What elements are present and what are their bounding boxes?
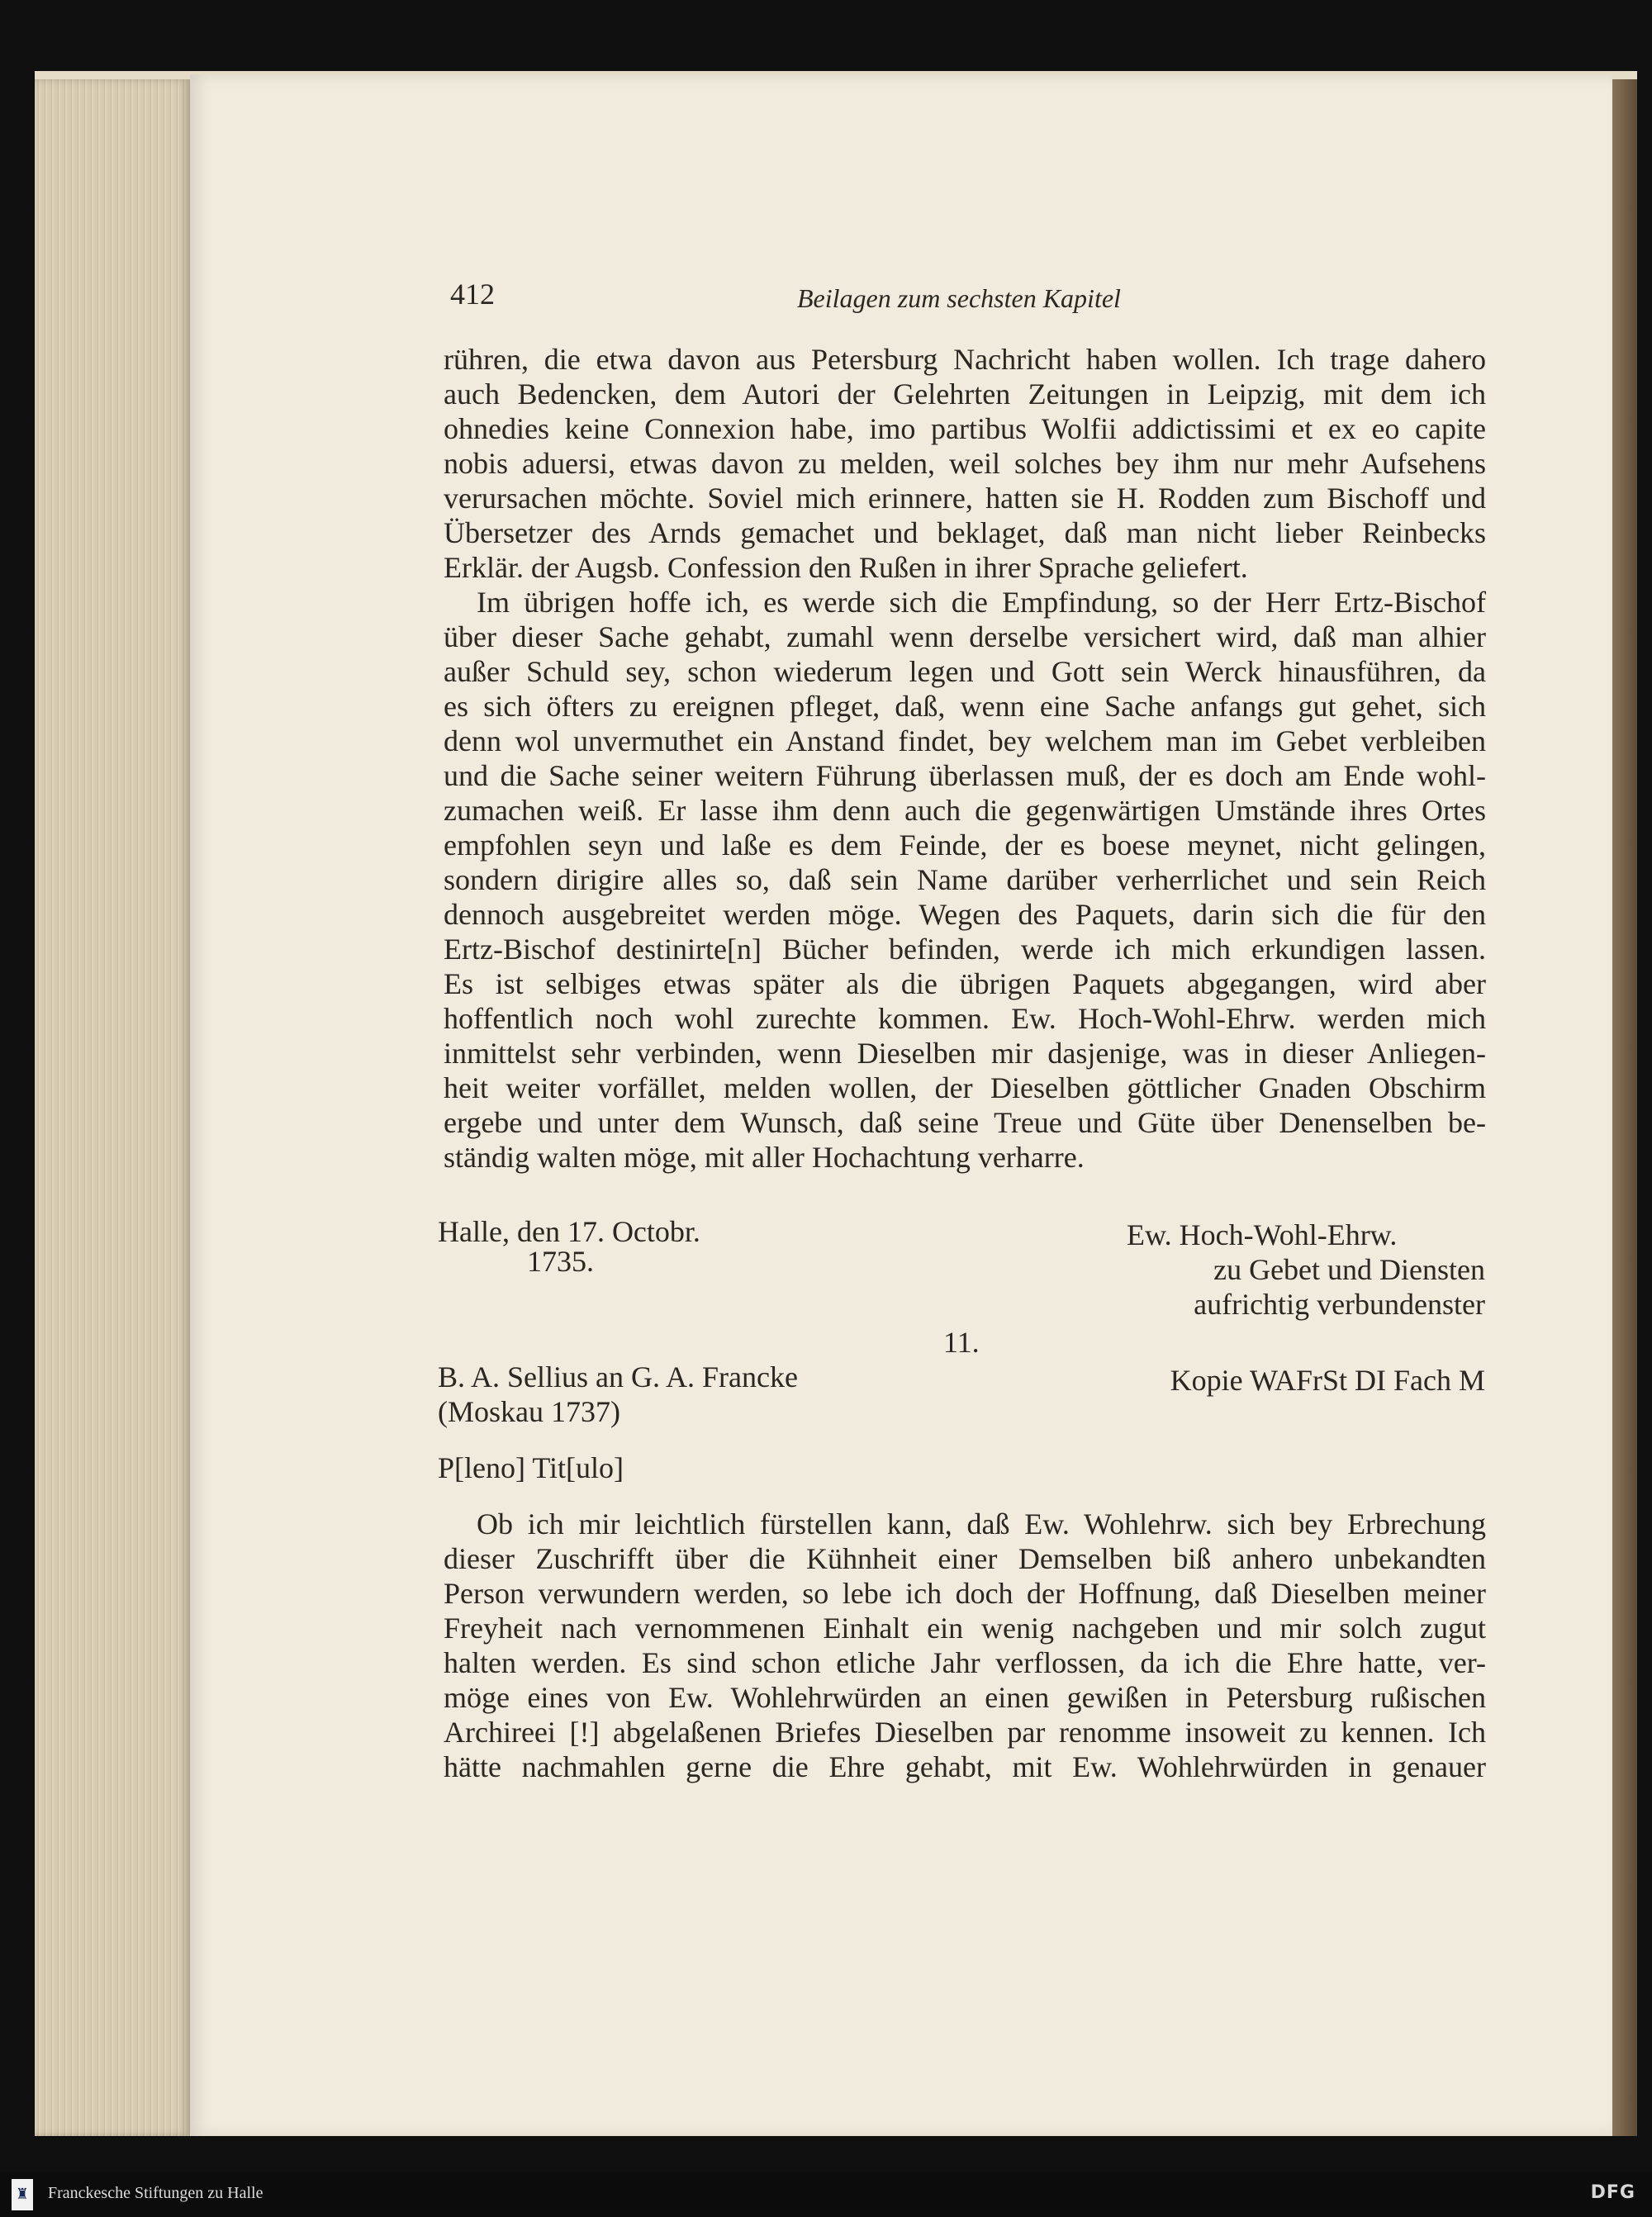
funder-logo: DFG xyxy=(1590,2182,1635,2203)
text-line: es sich öfters zu ereignen pfleget, daß, wenn eine Sache anfangs gut gehet, sich xyxy=(444,690,1486,723)
text-line: Im übrigen hoffe ich, es werde sich die Empfindung, so der Herr Ertz-Bischof xyxy=(477,586,1486,619)
text-line: Es ist selbiges etwas später als die übrigen Paquets abgegangen, wird aber xyxy=(444,967,1486,1000)
text-line: hoffentlich noch wohl zurechte kommen. Ew. Hoch-Wohl-Ehrw. werden mich xyxy=(444,1002,1486,1035)
text-line: und die Sache seiner weitern Führung überlassen muß, der es doch am Ende wohl- xyxy=(444,759,1486,792)
text-line: Ertz-Bischof destinirte[n] Bücher befinden, werde ich mich erkundigen lassen. xyxy=(444,933,1486,966)
letter-address: P[leno] Tit[ulo] xyxy=(438,1451,624,1484)
book-spine xyxy=(1612,79,1637,2136)
paragraph-2 xyxy=(444,585,1486,1175)
running-title: Beilagen zum sechsten Kapitel xyxy=(797,283,1121,313)
text-line: Person verwundern werden, so lebe ich doch der Hoffnung, daß Dieselben meiner xyxy=(444,1577,1486,1610)
viewer-footer-bar xyxy=(0,2172,1652,2217)
text-line: rühren, die etwa davon aus Petersburg Nachricht haben wollen. Ich trage dahero xyxy=(444,343,1486,376)
text-line: inmittelst sehr verbinden, wenn Dieselben mir dasjenige, was in dieser Anliegen- xyxy=(444,1037,1486,1070)
text-line: nobis aduersi, etwas davon zu melden, weil solches bey ihm nur mehr Aufsehens xyxy=(444,447,1486,480)
page-edges xyxy=(35,79,190,2136)
document-number: 11. xyxy=(943,1326,980,1359)
institution-name: Franckesche Stiftungen zu Halle xyxy=(48,2184,263,2202)
text-line: Ob ich mir leichtlich fürstellen kann, daß Ew. Wohlehrw. sich bey Erbrechung xyxy=(477,1507,1486,1541)
text-line: hätte nachmahlen gerne die Ehre gehabt, mit Ew. Wohlehrwürden in genauer xyxy=(444,1750,1486,1783)
closing-salutation: Ew. Hoch-Wohl-Ehrw. xyxy=(1127,1218,1398,1251)
closing-place-date: Halle, den 17. Octobr. xyxy=(438,1215,700,1248)
text-line: Freyheit nach vernommenen Einhalt ein wenig nachgeben und mir solch zugut xyxy=(444,1612,1486,1645)
text-line: ergebe und unter dem Wunsch, daß seine Treue und Güte über Denenselben be- xyxy=(444,1106,1486,1139)
text-line: auch Bedencken, dem Autori der Gelehrten Zeitungen in Leipzig, mit dem ich xyxy=(444,377,1486,411)
text-line: denn wol unvermuthet ein Anstand findet, bey welchem man im Gebet verbleiben xyxy=(444,724,1486,757)
text-line: heit weiter vorfället, melden wollen, der Dieselben göttlicher Gnaden Obschirm xyxy=(444,1071,1486,1104)
text-line: sondern dirigire alles so, daß sein Name darüber verherrlichet und sein Reich xyxy=(444,863,1486,896)
text-line: dennoch ausgebreitet werden möge. Wegen des Paquets, darin sich die für den xyxy=(444,898,1486,931)
paragraph-3 xyxy=(444,1507,1486,1784)
text-line: Erklär. der Augsb. Confession den Rußen in ihrer Sprache geliefert. xyxy=(444,551,1248,584)
paragraph-1 xyxy=(444,342,1486,585)
institution-logo-icon: ♜ xyxy=(12,2179,33,2210)
text-line: außer Schuld sey, schon wiederum legen und Gott sein Werck hinausführen, da xyxy=(444,655,1486,688)
text-line: über dieser Sache gehabt, zumahl wenn derselbe versichert wird, daß man alhier xyxy=(444,620,1486,653)
text-line: ständig walten möge, mit aller Hochachtung verharre. xyxy=(444,1141,1085,1174)
document-place-year: (Moskau 1737) xyxy=(438,1395,620,1428)
text-line: halten werden. Es sind schon etliche Jahr verflossen, da ich die Ehre hatte, ver- xyxy=(444,1646,1486,1679)
text-line: ohnedies keine Connexion habe, imo partibus Wolfii addictissimi et ex eo capite xyxy=(444,412,1486,445)
text-line: empfohlen seyn und laße es dem Feinde, der es boese meynet, nicht gelingen, xyxy=(444,828,1486,862)
page-number: 412 xyxy=(450,278,495,311)
text-line: Übersetzer des Arnds gemachet und beklaget, daß man nicht lieber Reinbecks xyxy=(444,516,1486,549)
closing-year: 1735. xyxy=(527,1245,594,1278)
text-line: dieser Zuschrifft über die Kühnheit einer Demselben biß anhero unbekandten xyxy=(444,1542,1486,1575)
text-line: Archireei [!] abgelaßenen Briefes Dieselben par renomme insoweit zu kennen. Ich xyxy=(444,1716,1486,1749)
document-sender: B. A. Sellius an G. A. Francke xyxy=(438,1360,798,1393)
text-line: möge eines von Ew. Wohlehrwürden an einen gewißen in Petersburg rußischen xyxy=(444,1681,1486,1714)
text-line: zumachen weiß. Er lasse ihm denn auch die gegenwärtigen Umstände ihres Ortes xyxy=(444,794,1486,827)
text-line: verursachen möchte. Soviel mich erinnere, hatten sie H. Rodden zum Bischoff und xyxy=(444,482,1486,515)
closing-line-3: aufrichtig verbundenster xyxy=(1194,1288,1485,1321)
closing-line-2: zu Gebet und Diensten xyxy=(1213,1253,1485,1286)
document-source: Kopie WAFrSt DI Fach M xyxy=(1170,1364,1485,1397)
